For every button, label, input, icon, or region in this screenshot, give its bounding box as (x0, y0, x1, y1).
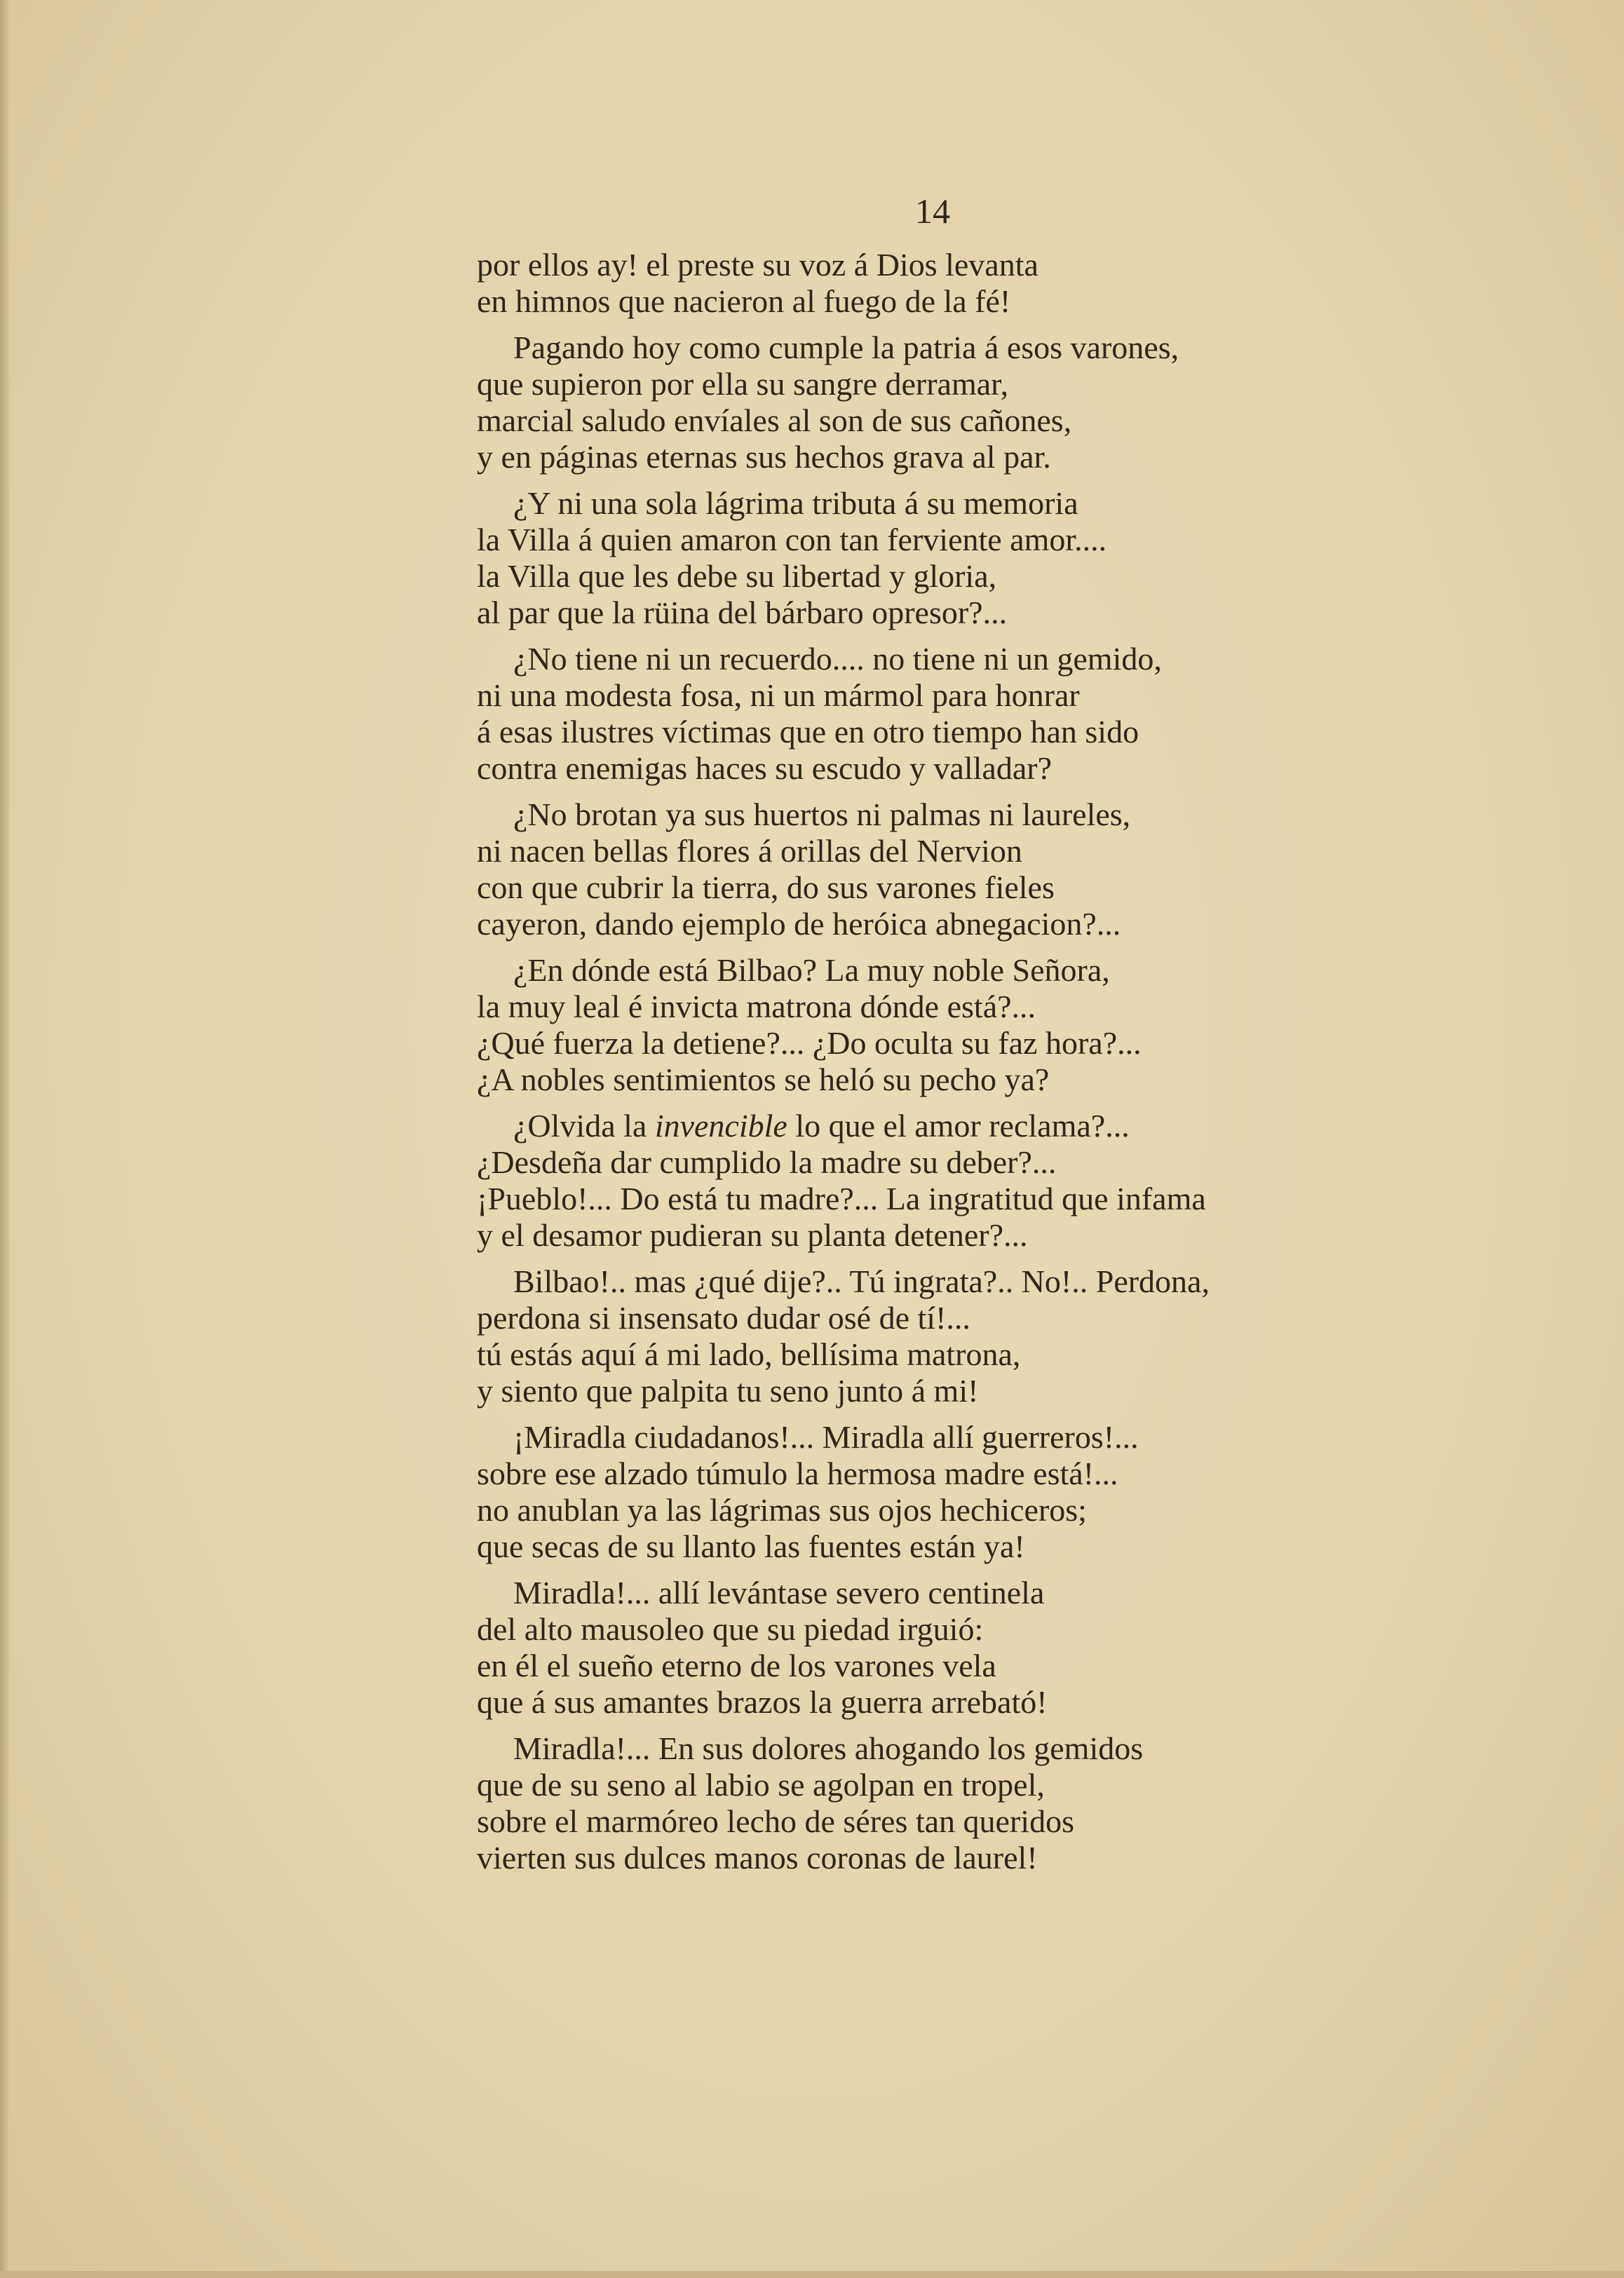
verse-line: al par que la rüina del bárbaro opresor?... (477, 595, 1008, 630)
verse-line: ¡Pueblo!... Do está tu madre?... La ingratitud que infama (477, 1181, 1206, 1216)
verse-line: ¿Qué fuerza la detiene?... ¿Do oculta su faz hora?... (477, 1025, 1142, 1061)
verse-line: Pagando hoy como cumple la patria á esos varones, (513, 330, 1179, 365)
verse-line: ¿Y ni una sola lágrima tributa á su memoria (513, 485, 1078, 521)
stanza (477, 485, 1416, 631)
verse-line: y en páginas eternas sus hechos grava al par. (477, 439, 1051, 475)
binding-edge (0, 0, 10, 2278)
stanza (477, 1575, 1416, 1721)
verse-line: en él el sueño eterno de los varones vela (477, 1648, 996, 1683)
verse-line: sobre el marmóreo lecho de séres tan queridos (477, 1803, 1074, 1839)
page-bottom-edge (0, 2271, 1624, 2278)
verse-line: en himnos que nacieron al fuego de la fé! (477, 283, 1011, 319)
verse-line: marcial saludo envíales al son de sus cañones, (477, 402, 1072, 438)
verse-line: y el desamor pudieran su planta detener?... (477, 1217, 1028, 1253)
stanza (477, 952, 1416, 1098)
verse-line: la Villa á quien amaron con tan ferviente amor.... (477, 522, 1107, 557)
verse-line: perdona si insensato dudar osé de tí!... (477, 1300, 970, 1336)
verse-line: cayeron, dando ejemplo de heróica abnegacion?... (477, 906, 1121, 942)
verse-line: vierten sus dulces manos coronas de laurel! (477, 1840, 1038, 1876)
poem-text (477, 247, 1416, 1886)
stanza (477, 1730, 1416, 1876)
verse-line: ni nacen bellas flores á orillas del Nervion (477, 833, 1022, 869)
italic-word: invencible (654, 1108, 787, 1144)
verse-line: por ellos ay! el preste su voz á Dios levanta (477, 247, 1038, 283)
verse-line: ¡Miradla ciudadanos!... Miradla allí guerreros!... (513, 1419, 1139, 1455)
stanza (477, 1419, 1416, 1565)
verse-line: Miradla!... allí levántase severo centinela (513, 1575, 1045, 1611)
verse-line: sobre ese alzado túmulo la hermosa madre está!... (477, 1456, 1118, 1491)
verse-line: y siento que palpita tu seno junto á mi! (477, 1373, 979, 1409)
stanza (477, 330, 1416, 475)
verse-line: que supieron por ella su sangre derramar, (477, 366, 1009, 402)
verse-line: ni una modesta fosa, ni un mármol para honrar (477, 677, 1080, 713)
page-number: 14 (915, 191, 950, 231)
verse-line: la muy leal é invicta matrona dónde está?... (477, 989, 1036, 1024)
verse-line: ¿Desdeña dar cumplido la madre su deber?... (477, 1144, 1057, 1180)
stanza (477, 1263, 1416, 1409)
stanza (477, 796, 1416, 942)
verse-line: contra enemigas haces su escudo y valladar? (477, 750, 1052, 786)
stanza (477, 1108, 1416, 1254)
verse-line: á esas ilustres víctimas que en otro tiempo han sido (477, 714, 1139, 750)
verse-line: ¿No brotan ya sus huertos ni palmas ni laureles, (513, 796, 1131, 832)
verse-fragment: lo que el amor reclama?... (787, 1108, 1130, 1144)
verse-line: ¿En dónde está Bilbao? La muy noble Señora, (513, 952, 1110, 988)
verse-line: no anublan ya las lágrimas sus ojos hechiceros; (477, 1492, 1087, 1528)
verse-line: tú estás aquí á mi lado, bellísima matrona, (477, 1336, 1021, 1372)
verse-fragment: ¿Olvida la (513, 1108, 655, 1144)
verse-line: que de su seno al labio se agolpan en tropel, (477, 1767, 1045, 1803)
verse-line: que á sus amantes brazos la guerra arrebató! (477, 1684, 1048, 1720)
verse-line: la Villa que les debe su libertad y gloria, (477, 558, 997, 594)
verse-line: ¿A nobles sentimientos se heló su pecho ya? (477, 1062, 1050, 1097)
verse-line: Bilbao!.. mas ¿qué dije?.. Tú ingrata?.. No!.. Perdona, (513, 1263, 1210, 1299)
verse-line: del alto mausoleo que su piedad irguió: (477, 1611, 984, 1647)
stanza (477, 641, 1416, 787)
stanza (477, 247, 1416, 320)
verse-line: con que cubrir la tierra, do sus varones fieles (477, 869, 1055, 905)
verse-line (477, 1108, 1416, 1144)
verse-line: ¿No tiene ni un recuerdo.... no tiene ni un gemido, (513, 641, 1162, 677)
verse-line: que secas de su llanto las fuentes están ya! (477, 1528, 1025, 1564)
verse-line: Miradla!... En sus dolores ahogando los gemidos (513, 1730, 1144, 1766)
